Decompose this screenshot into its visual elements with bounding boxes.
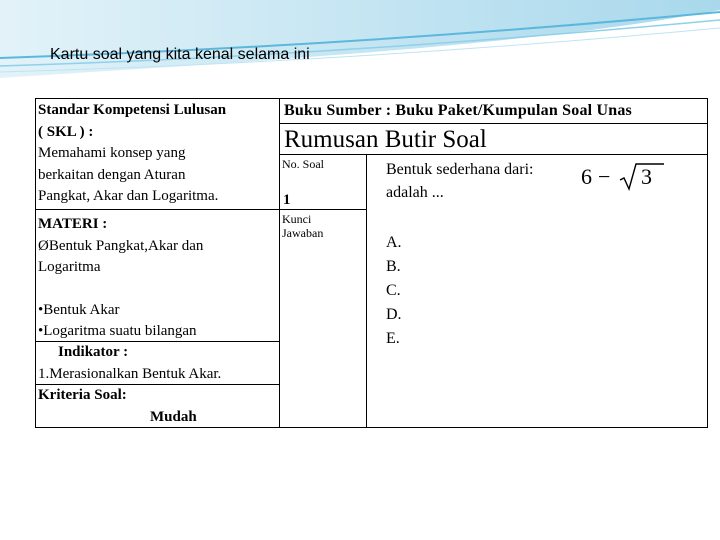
skl-line-1: Memahami konsep yang: [38, 145, 186, 161]
option-b: B.: [386, 258, 401, 275]
buku-sumber-text: Buku Sumber : Buku Paket/Kumpulan Soal Unas: [284, 102, 632, 119]
kunci-jawaban-cell: [279, 209, 367, 428]
slide-title: Kartu soal yang kita kenal selama ini: [50, 46, 310, 63]
bullet-icon: •: [38, 301, 44, 318]
indikator-text: 1.Merasionalkan Bentuk Akar.: [38, 365, 222, 382]
arrow-bullet-icon: Ø: [38, 237, 49, 254]
skl-cell: [35, 98, 280, 210]
bullet-icon: •: [38, 323, 44, 339]
skl-line-3: Pangkat, Akar dan Logaritma.: [38, 188, 219, 204]
skl-abbrev: ( SKL ) :: [38, 123, 94, 140]
question-line-2: adalah ...: [386, 184, 444, 201]
skl-line-2: berkaitan dengan Aturan: [38, 166, 186, 183]
materi-sub-item-1: •Bentuk Akar: [38, 301, 120, 318]
math-minus: −: [598, 164, 611, 189]
question-line-1: Bentuk sederhana dari:: [386, 161, 534, 178]
header-swoosh-decoration: [0, 0, 720, 80]
kriteria-cell: [35, 384, 280, 428]
kriteria-heading: Kriteria Soal:: [38, 387, 127, 403]
materi-heading: MATERI :: [38, 216, 108, 232]
no-soal-cell: [279, 154, 367, 210]
materi-cell: [35, 209, 280, 342]
math-number: 6: [581, 164, 592, 189]
option-e: E.: [386, 330, 400, 347]
materi-sub-item-2: •Logaritma suatu bilangan: [38, 323, 197, 339]
kriteria-value: Mudah: [150, 408, 197, 425]
option-a: A.: [386, 234, 402, 251]
indikator-heading: Indikator :: [58, 344, 129, 360]
indikator-cell: [35, 341, 280, 385]
math-radicand: 3: [641, 164, 652, 189]
kunci-label-1: Kunci: [282, 212, 312, 226]
rumusan-title: Rumusan Butir Soal: [284, 126, 487, 153]
no-soal-value: 1: [283, 192, 291, 208]
math-expression: [581, 161, 671, 191]
answer-options: [386, 231, 402, 351]
option-d: D.: [386, 306, 402, 323]
kunci-label-2: Jawaban: [282, 226, 324, 240]
materi-line-1: ØBentuk Pangkat,Akar dan: [38, 237, 204, 254]
question-cell: [366, 154, 708, 428]
buku-sumber-cell: [279, 98, 708, 124]
no-soal-label: No. Soal: [282, 157, 324, 171]
option-c: C.: [386, 282, 401, 299]
materi-line-2: Logaritma: [38, 259, 101, 275]
skl-heading: Standar Kompetensi Lulusan: [38, 102, 227, 118]
rumusan-title-cell: [279, 123, 708, 155]
